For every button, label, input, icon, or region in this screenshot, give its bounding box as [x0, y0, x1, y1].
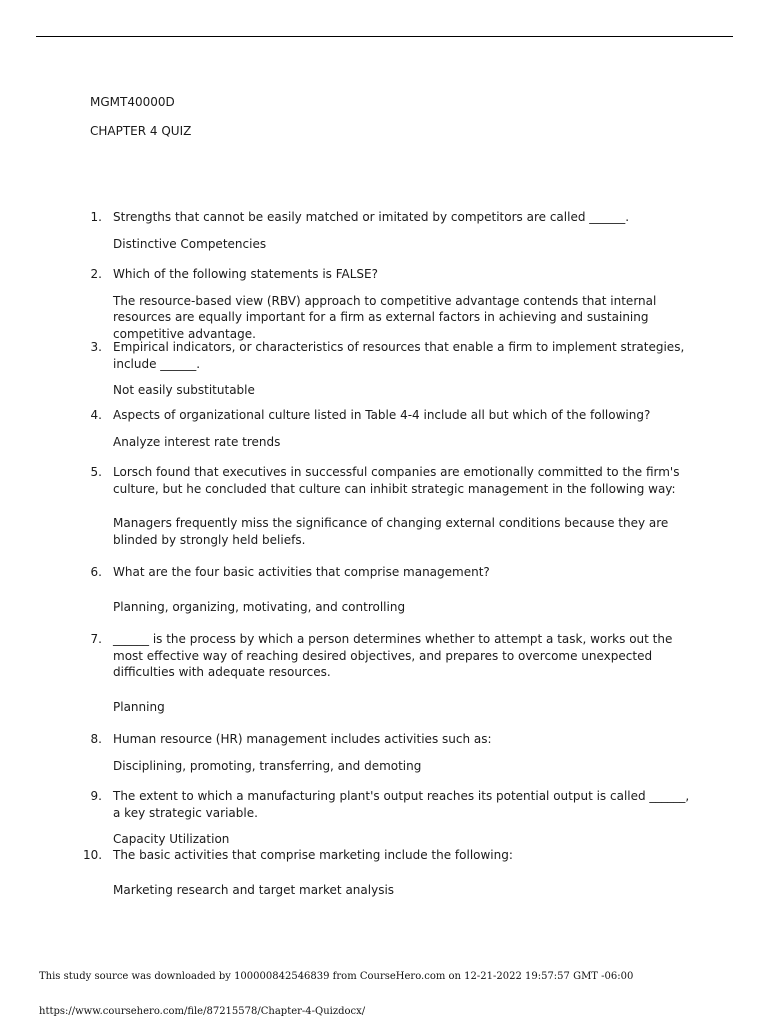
download-notice: This study source was downloaded by 100000842546839 from CourseHero.com on 12-21-2022 19:57:57 GMT -06:00: [39, 971, 634, 982]
question-item: [90, 407, 690, 464]
answer-text: Disciplining, promoting, transferring, and demoting: [113, 758, 422, 773]
question-text: Empirical indicators, or characteristics of resources that enable a firm to implement strategies, include ______.: [113, 340, 685, 371]
question-number: 8.: [90, 732, 102, 746]
question-text: Lorsch found that executives in successful companies are emotionally committed to the firm's culture, but he concluded that culture can inhibit strategic management in the following way:: [113, 465, 680, 496]
question-text: Human resource (HR) management includes activities such as:: [113, 732, 492, 746]
question-list: [83, 209, 690, 898]
question-text: The extent to which a manufacturing plant's output reaches its potential output is called ______, a key strategic variable.: [113, 789, 690, 820]
question-item: [83, 847, 690, 898]
question-item: [90, 788, 690, 847]
question-number: 9.: [90, 789, 102, 803]
question-number: 1.: [90, 210, 102, 224]
question-number: 6.: [90, 565, 102, 579]
question-number: 10.: [83, 848, 103, 862]
answer-text: Planning, organizing, motivating, and controlling: [113, 599, 406, 614]
question-item: [90, 464, 690, 564]
question-text: What are the four basic activities that comprise management?: [113, 565, 490, 579]
source-url: https://www.coursehero.com/file/87215578/Chapter-4-Quizdocx/: [39, 1006, 366, 1017]
question-text: Strengths that cannot be easily matched or imitated by competitors are called ______.: [113, 210, 630, 224]
question-item: [90, 266, 690, 339]
question-number: 5.: [90, 465, 102, 479]
question-item: [90, 564, 690, 631]
answer-text: Planning: [113, 699, 165, 714]
question-text: The basic activities that comprise marketing include the following:: [113, 848, 513, 862]
question-text: Aspects of organizational culture listed in Table 4-4 include all but which of the following?: [113, 408, 651, 422]
question-number: 7.: [90, 632, 102, 646]
question-number: 2.: [90, 267, 102, 281]
question-item: [90, 631, 690, 731]
question-text: ______ is the process by which a person determines whether to attempt a task, works out the most effective way of reaching desired objectives, and prepares to overcome unexpected difficulties with adequate resources.: [113, 632, 673, 679]
question-number: 4.: [90, 408, 102, 422]
answer-text: The resource-based view (RBV) approach to competitive advantage contends that internal resources are equally important for a firm as external factors in achieving and sustaining competitive advantage.: [113, 293, 657, 341]
question-item: [90, 731, 690, 788]
question-text: Which of the following statements is FALSE?: [113, 267, 378, 281]
answer-text: Analyze interest rate trends: [113, 434, 281, 449]
course-code: MGMT40000D: [90, 95, 175, 109]
answer-text: Not easily substitutable: [113, 383, 255, 397]
answer-text: Marketing research and target market analysis: [113, 882, 395, 897]
question-number: 3.: [90, 340, 102, 354]
answer-text: Distinctive Competencies: [113, 236, 267, 251]
question-item: [90, 339, 690, 407]
answer-text: Capacity Utilization: [113, 832, 230, 846]
quiz-title: CHAPTER 4 QUIZ: [90, 124, 192, 138]
answer-text: Managers frequently miss the significance of changing external conditions because they are blinded by strongly held beliefs.: [113, 516, 669, 547]
question-item: [90, 209, 690, 266]
header-rule: [36, 36, 733, 37]
